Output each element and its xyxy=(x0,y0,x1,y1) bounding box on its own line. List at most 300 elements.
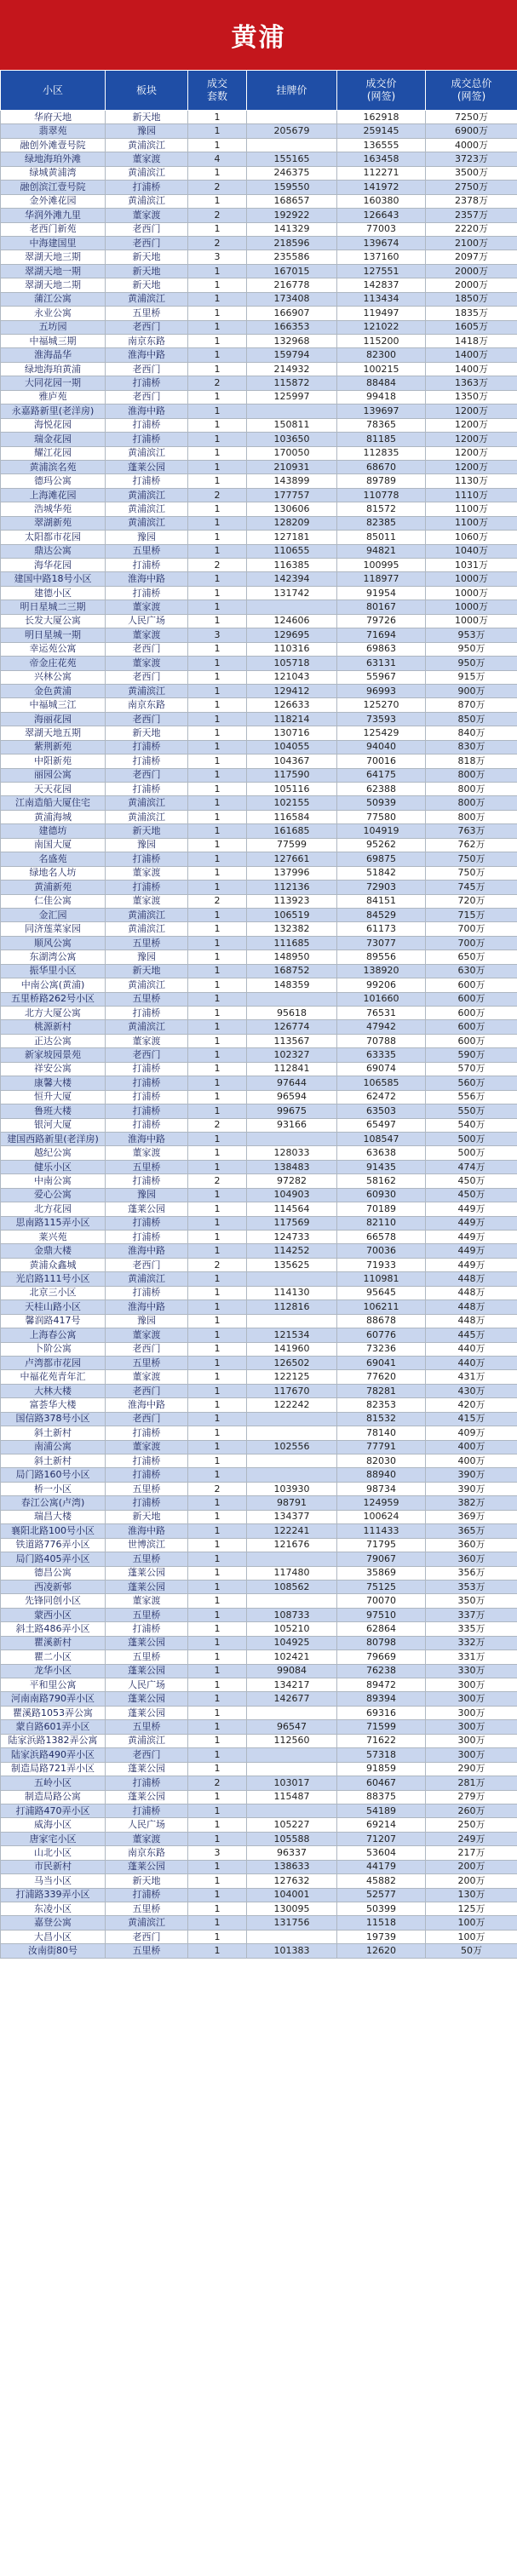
cell-area: 黄浦滨江 xyxy=(106,502,188,516)
cell-count: 1 xyxy=(188,124,247,138)
cell-deal-price: 124959 xyxy=(337,1496,426,1510)
cell-total-price: 369万 xyxy=(426,1510,517,1523)
cell-deal-price: 51842 xyxy=(337,866,426,880)
cell-name: 鼎达公寓 xyxy=(1,544,106,558)
table-row xyxy=(1,1146,517,1160)
cell-total-price: 1200万 xyxy=(426,446,517,460)
cell-deal-price: 100624 xyxy=(337,1510,426,1523)
cell-count: 1 xyxy=(188,1314,247,1328)
cell-list-price: 96337 xyxy=(247,1846,337,1860)
cell-list-price: 170050 xyxy=(247,446,337,460)
cell-list-price: 148359 xyxy=(247,978,337,992)
table-row xyxy=(1,1440,517,1454)
cell-deal-price: 89472 xyxy=(337,1678,426,1692)
cell-name: 翡翠苑 xyxy=(1,124,106,138)
cell-name: 中阳新苑 xyxy=(1,754,106,768)
cell-list-price: 105718 xyxy=(247,657,337,670)
cell-area: 淮海中路 xyxy=(106,1398,188,1412)
cell-total-price: 200万 xyxy=(426,1874,517,1888)
cell-count: 1 xyxy=(188,838,247,852)
cell-name: 德昌公寓 xyxy=(1,1566,106,1580)
table-row xyxy=(1,1650,517,1664)
table-row xyxy=(1,1748,517,1762)
cell-deal-price: 78281 xyxy=(337,1384,426,1397)
cell-list-price: 129695 xyxy=(247,628,337,642)
table-row xyxy=(1,1048,517,1062)
cell-deal-price: 121022 xyxy=(337,320,426,334)
cell-name: 翠湖天地二期 xyxy=(1,278,106,292)
cell-area: 董家渡 xyxy=(106,1594,188,1608)
cell-deal-price: 70016 xyxy=(337,754,426,768)
cell-list-price: 168657 xyxy=(247,194,337,208)
cell-list-price: 104055 xyxy=(247,740,337,754)
cell-count: 1 xyxy=(188,950,247,964)
cell-name: 嘉登公寓 xyxy=(1,1916,106,1930)
table-row xyxy=(1,1216,517,1230)
cell-list-price: 111685 xyxy=(247,936,337,950)
cell-name: 先锋同创小区 xyxy=(1,1594,106,1608)
cell-name: 铁道路776弄小区 xyxy=(1,1538,106,1552)
cell-total-price: 279万 xyxy=(426,1790,517,1804)
cell-count: 1 xyxy=(188,1356,247,1369)
cell-list-price: 114130 xyxy=(247,1286,337,1299)
cell-area: 蓬莱公园 xyxy=(106,1762,188,1776)
table-row xyxy=(1,1622,517,1636)
cell-count: 1 xyxy=(188,1762,247,1776)
table-row xyxy=(1,754,517,768)
cell-name: 大昌小区 xyxy=(1,1930,106,1943)
cell-area: 五里桥 xyxy=(106,936,188,950)
cell-count: 1 xyxy=(188,404,247,418)
table-row xyxy=(1,1916,517,1930)
cell-name: 大林大楼 xyxy=(1,1384,106,1397)
table-row xyxy=(1,936,517,950)
cell-name: 黄浦新苑 xyxy=(1,881,106,894)
cell-count: 1 xyxy=(188,936,247,950)
cell-name: 淮海晶华 xyxy=(1,348,106,362)
table-row xyxy=(1,1132,517,1145)
cell-list-price: 117480 xyxy=(247,1566,337,1580)
cell-list-price: 166907 xyxy=(247,307,337,320)
table-row xyxy=(1,1538,517,1552)
table-row xyxy=(1,307,517,320)
table-row xyxy=(1,1398,517,1412)
table-row xyxy=(1,1664,517,1678)
cell-area: 南京东路 xyxy=(106,335,188,348)
cell-deal-price: 82385 xyxy=(337,516,426,530)
cell-list-price xyxy=(247,138,337,152)
cell-area: 打浦桥 xyxy=(106,376,188,390)
cell-name: 建德坊 xyxy=(1,824,106,838)
cell-count: 1 xyxy=(188,1231,247,1244)
table-row xyxy=(1,1552,517,1566)
cell-list-price: 110316 xyxy=(247,642,337,656)
cell-count: 1 xyxy=(188,978,247,992)
cell-total-price: 4000万 xyxy=(426,138,517,152)
cell-total-price: 474万 xyxy=(426,1160,517,1173)
cell-area: 新天地 xyxy=(106,726,188,740)
cell-count: 1 xyxy=(188,446,247,460)
cell-list-price: 166353 xyxy=(247,320,337,334)
cell-count: 1 xyxy=(188,1902,247,1916)
cell-count: 1 xyxy=(188,740,247,754)
cell-list-price: 129412 xyxy=(247,684,337,697)
table-header-row xyxy=(1,71,517,111)
cell-area: 淮海中路 xyxy=(106,404,188,418)
table-row xyxy=(1,446,517,460)
cell-total-price: 1418万 xyxy=(426,335,517,348)
cell-name: 正达公寓 xyxy=(1,1034,106,1047)
cell-total-price: 500万 xyxy=(426,1132,517,1145)
table-row xyxy=(1,1231,517,1244)
cell-list-price: 161685 xyxy=(247,824,337,838)
cell-name: 翠湖新苑 xyxy=(1,516,106,530)
cell-count: 1 xyxy=(188,1076,247,1090)
cell-name: 天天花园 xyxy=(1,783,106,796)
table-row xyxy=(1,335,517,348)
cell-list-price: 137996 xyxy=(247,866,337,880)
cell-area: 五里桥 xyxy=(106,1356,188,1369)
cell-list-price: 98791 xyxy=(247,1496,337,1510)
cell-area: 老西门 xyxy=(106,642,188,656)
cell-count: 1 xyxy=(188,586,247,600)
table-row xyxy=(1,1482,517,1495)
cell-list-price: 126633 xyxy=(247,698,337,712)
cell-area: 五里桥 xyxy=(106,1608,188,1621)
table-row xyxy=(1,992,517,1006)
cell-total-price: 500万 xyxy=(426,1146,517,1160)
cell-total-price: 850万 xyxy=(426,712,517,726)
table-row xyxy=(1,950,517,964)
cell-deal-price: 139697 xyxy=(337,404,426,418)
table-row xyxy=(1,1258,517,1271)
table-row xyxy=(1,1636,517,1649)
cell-total-price: 1100万 xyxy=(426,502,517,516)
cell-deal-price: 77620 xyxy=(337,1370,426,1384)
cell-area: 董家渡 xyxy=(106,894,188,908)
cell-total-price: 1100万 xyxy=(426,516,517,530)
cell-count: 3 xyxy=(188,1846,247,1860)
cell-list-price: 93166 xyxy=(247,1118,337,1132)
cell-name: 唐家宅小区 xyxy=(1,1832,106,1845)
cell-area: 老西门 xyxy=(106,670,188,684)
cell-count: 1 xyxy=(188,657,247,670)
cell-list-price: 116584 xyxy=(247,810,337,823)
cell-total-price: 560万 xyxy=(426,1076,517,1090)
table-row xyxy=(1,1846,517,1860)
table-row xyxy=(1,740,517,754)
cell-total-price: 2000万 xyxy=(426,278,517,292)
cell-name: 瑞昌大楼 xyxy=(1,1510,106,1523)
cell-name: 东凌小区 xyxy=(1,1902,106,1916)
cell-area: 黄浦滨江 xyxy=(106,978,188,992)
cell-list-price: 101383 xyxy=(247,1944,337,1958)
cell-count: 1 xyxy=(188,1384,247,1397)
cell-name: 翠湖天地三期 xyxy=(1,250,106,264)
cell-list-price: 105210 xyxy=(247,1622,337,1636)
cell-deal-price: 69316 xyxy=(337,1706,426,1719)
cell-count: 1 xyxy=(188,460,247,473)
cell-count: 1 xyxy=(188,502,247,516)
cell-name: 永嘉路新里(老洋房) xyxy=(1,404,106,418)
cell-total-price: 2357万 xyxy=(426,209,517,222)
cell-deal-price: 58162 xyxy=(337,1174,426,1188)
cell-area: 打浦桥 xyxy=(106,1426,188,1440)
cell-name: 祥安公寓 xyxy=(1,1062,106,1076)
cell-deal-price: 82300 xyxy=(337,348,426,362)
table-row xyxy=(1,1426,517,1440)
cell-count: 1 xyxy=(188,1622,247,1636)
cell-name: 五岭小区 xyxy=(1,1776,106,1790)
cell-list-price: 127181 xyxy=(247,531,337,544)
cell-list-price: 125997 xyxy=(247,390,337,404)
table-row xyxy=(1,348,517,362)
cell-list-price: 126502 xyxy=(247,1356,337,1369)
cell-list-price: 104001 xyxy=(247,1888,337,1902)
cell-area: 打浦桥 xyxy=(106,1174,188,1188)
cell-area: 打浦桥 xyxy=(106,1118,188,1132)
cell-deal-price: 125429 xyxy=(337,726,426,740)
cell-list-price: 99675 xyxy=(247,1104,337,1118)
cell-deal-price: 75125 xyxy=(337,1580,426,1593)
cell-area: 打浦桥 xyxy=(106,474,188,488)
cell-area: 蓬莱公园 xyxy=(106,1580,188,1593)
cell-total-price: 448万 xyxy=(426,1272,517,1286)
table-row xyxy=(1,1007,517,1020)
cell-count: 1 xyxy=(188,1146,247,1160)
cell-count: 1 xyxy=(188,1860,247,1873)
cell-deal-price: 79669 xyxy=(337,1650,426,1664)
cell-total-price: 650万 xyxy=(426,950,517,964)
cell-deal-price: 112271 xyxy=(337,166,426,180)
cell-list-price: 142394 xyxy=(247,572,337,586)
cell-area: 打浦桥 xyxy=(106,181,188,194)
cell-deal-price: 91954 xyxy=(337,586,426,600)
cell-count: 1 xyxy=(188,614,247,628)
table-row xyxy=(1,1356,517,1369)
cell-area: 蓬莱公园 xyxy=(106,1692,188,1706)
cell-count: 1 xyxy=(188,1692,247,1706)
cell-deal-price: 108547 xyxy=(337,1132,426,1145)
table-row xyxy=(1,194,517,208)
cell-name: 汝南街80号 xyxy=(1,1944,106,1958)
cell-deal-price: 111433 xyxy=(337,1524,426,1538)
cell-name: 鲁班大楼 xyxy=(1,1104,106,1118)
cell-total-price: 800万 xyxy=(426,810,517,823)
cell-name: 河南南路790弄小区 xyxy=(1,1692,106,1706)
cell-total-price: 1130万 xyxy=(426,474,517,488)
cell-name: 上海滩花园 xyxy=(1,488,106,502)
cell-name: 中福城三期 xyxy=(1,335,106,348)
cell-total-price: 1363万 xyxy=(426,376,517,390)
cell-deal-price: 81572 xyxy=(337,502,426,516)
cell-list-price xyxy=(247,1706,337,1719)
cell-name: 陆家浜路490弄小区 xyxy=(1,1748,106,1762)
cell-deal-price: 115200 xyxy=(337,335,426,348)
cell-area: 新天地 xyxy=(106,1510,188,1523)
table-row xyxy=(1,1034,517,1047)
cell-area: 五里桥 xyxy=(106,307,188,320)
cell-name: 思南路115弄小区 xyxy=(1,1216,106,1230)
cell-name: 永业公寓 xyxy=(1,307,106,320)
cell-list-price: 121534 xyxy=(247,1328,337,1342)
cell-name: 莱兴苑 xyxy=(1,1231,106,1244)
table-row xyxy=(1,502,517,516)
cell-total-price: 300万 xyxy=(426,1734,517,1747)
cell-area: 人民广场 xyxy=(106,1818,188,1832)
cell-area: 老西门 xyxy=(106,390,188,404)
cell-area: 打浦桥 xyxy=(106,1104,188,1118)
table-row xyxy=(1,628,517,642)
cell-list-price: 104925 xyxy=(247,1636,337,1649)
table-row xyxy=(1,1342,517,1356)
cell-count: 1 xyxy=(188,1706,247,1719)
cell-list-price: 122242 xyxy=(247,1398,337,1412)
cell-area: 打浦桥 xyxy=(106,1216,188,1230)
cell-deal-price: 79726 xyxy=(337,614,426,628)
cell-name: 马当小区 xyxy=(1,1874,106,1888)
cell-count: 1 xyxy=(188,852,247,866)
cell-list-price: 246375 xyxy=(247,166,337,180)
cell-area: 打浦桥 xyxy=(106,1468,188,1482)
cell-count: 1 xyxy=(188,1650,247,1664)
cell-count: 1 xyxy=(188,698,247,712)
cell-count: 1 xyxy=(188,1216,247,1230)
cell-total-price: 2100万 xyxy=(426,236,517,250)
cell-name: 五里桥路262号小区 xyxy=(1,992,106,1006)
cell-name: 海华花园 xyxy=(1,559,106,572)
cell-total-price: 900万 xyxy=(426,684,517,697)
cell-deal-price: 125270 xyxy=(337,698,426,712)
cell-area: 黄浦滨江 xyxy=(106,292,188,306)
table-row xyxy=(1,1874,517,1888)
col-header-deal-price: 成交价 (网签) xyxy=(337,71,426,111)
cell-area: 黄浦滨江 xyxy=(106,446,188,460)
cell-list-price: 105227 xyxy=(247,1818,337,1832)
cell-list-price: 141960 xyxy=(247,1342,337,1356)
col-header-area: 板块 xyxy=(106,71,188,111)
cell-area: 黄浦滨江 xyxy=(106,1272,188,1286)
table-row xyxy=(1,474,517,488)
cell-deal-price: 91859 xyxy=(337,1762,426,1776)
cell-total-price: 750万 xyxy=(426,852,517,866)
table-row xyxy=(1,1076,517,1090)
cell-list-price xyxy=(247,1594,337,1608)
table-row xyxy=(1,1580,517,1593)
table-row xyxy=(1,236,517,250)
cell-count: 1 xyxy=(188,1566,247,1580)
cell-name: 老西门新苑 xyxy=(1,222,106,236)
cell-count: 1 xyxy=(188,1594,247,1608)
cell-count: 2 xyxy=(188,1482,247,1495)
table-row xyxy=(1,1104,517,1118)
cell-name: 上海春公寓 xyxy=(1,1328,106,1342)
cell-count: 1 xyxy=(188,1832,247,1845)
col-header-name: 小区 xyxy=(1,71,106,111)
cell-total-price: 830万 xyxy=(426,740,517,754)
cell-area: 黄浦滨江 xyxy=(106,908,188,921)
cell-deal-price: 82030 xyxy=(337,1454,426,1468)
cell-area: 五里桥 xyxy=(106,1944,188,1958)
table-row xyxy=(1,1062,517,1076)
cell-list-price xyxy=(247,1272,337,1286)
cell-area: 老西门 xyxy=(106,1930,188,1943)
cell-count: 1 xyxy=(188,111,247,124)
cell-area: 打浦桥 xyxy=(106,740,188,754)
cell-area: 淮海中路 xyxy=(106,1132,188,1145)
cell-count: 1 xyxy=(188,516,247,530)
cell-name: 蒙自路601弄小区 xyxy=(1,1720,106,1734)
col-header-list-price: 挂牌价 xyxy=(247,71,337,111)
cell-deal-price: 84151 xyxy=(337,894,426,908)
cell-deal-price: 78140 xyxy=(337,1426,426,1440)
cell-name: 金色黄浦 xyxy=(1,684,106,697)
cell-area: 打浦桥 xyxy=(106,1062,188,1076)
cell-area: 世博滨江 xyxy=(106,1538,188,1552)
cell-list-price: 105588 xyxy=(247,1832,337,1845)
cell-name: 金外滩花园 xyxy=(1,194,106,208)
cell-total-price: 6900万 xyxy=(426,124,517,138)
cell-total-price: 1200万 xyxy=(426,418,517,432)
cell-total-price: 800万 xyxy=(426,783,517,796)
cell-count: 3 xyxy=(188,628,247,642)
table-row xyxy=(1,1790,517,1804)
table-row xyxy=(1,783,517,796)
cell-count: 2 xyxy=(188,1174,247,1188)
cell-deal-price: 55967 xyxy=(337,670,426,684)
cell-deal-price: 54189 xyxy=(337,1804,426,1817)
cell-count: 1 xyxy=(188,1524,247,1538)
cell-area: 黄浦滨江 xyxy=(106,922,188,936)
cell-area: 豫园 xyxy=(106,124,188,138)
cell-name: 陆家浜路1382弄公寓 xyxy=(1,1734,106,1747)
cell-area: 黄浦滨江 xyxy=(106,796,188,810)
cell-area: 黄浦滨江 xyxy=(106,1020,188,1034)
cell-deal-price: 162918 xyxy=(337,111,426,124)
cell-area: 淮海中路 xyxy=(106,1524,188,1538)
cell-area: 黄浦滨江 xyxy=(106,1734,188,1747)
cell-deal-price: 80167 xyxy=(337,600,426,614)
table-row xyxy=(1,1944,517,1958)
cell-name: 融创外滩壹号院 xyxy=(1,138,106,152)
cell-total-price: 1060万 xyxy=(426,531,517,544)
cell-total-price: 449万 xyxy=(426,1216,517,1230)
cell-deal-price: 66578 xyxy=(337,1231,426,1244)
cell-count: 1 xyxy=(188,1020,247,1034)
cell-area: 打浦桥 xyxy=(106,1888,188,1902)
cell-total-price: 590万 xyxy=(426,1048,517,1062)
cell-name: 仁佳公寓 xyxy=(1,894,106,908)
table-row xyxy=(1,586,517,600)
cell-deal-price: 71795 xyxy=(337,1538,426,1552)
cell-total-price: 365万 xyxy=(426,1524,517,1538)
cell-area: 五里桥 xyxy=(106,1650,188,1664)
cell-name: 建国西路新里(老洋房) xyxy=(1,1132,106,1145)
cell-deal-price: 63638 xyxy=(337,1146,426,1160)
table-row xyxy=(1,1832,517,1845)
table-row xyxy=(1,712,517,726)
cell-name: 海丽花园 xyxy=(1,712,106,726)
cell-list-price: 104367 xyxy=(247,754,337,768)
cell-area: 老西门 xyxy=(106,768,188,782)
cell-total-price: 200万 xyxy=(426,1860,517,1873)
cell-area: 老西门 xyxy=(106,1258,188,1271)
cell-area: 老西门 xyxy=(106,222,188,236)
table-row xyxy=(1,222,517,236)
cell-list-price: 102556 xyxy=(247,1440,337,1454)
cell-list-price: 159794 xyxy=(247,348,337,362)
cell-name: 斜土新村 xyxy=(1,1426,106,1440)
